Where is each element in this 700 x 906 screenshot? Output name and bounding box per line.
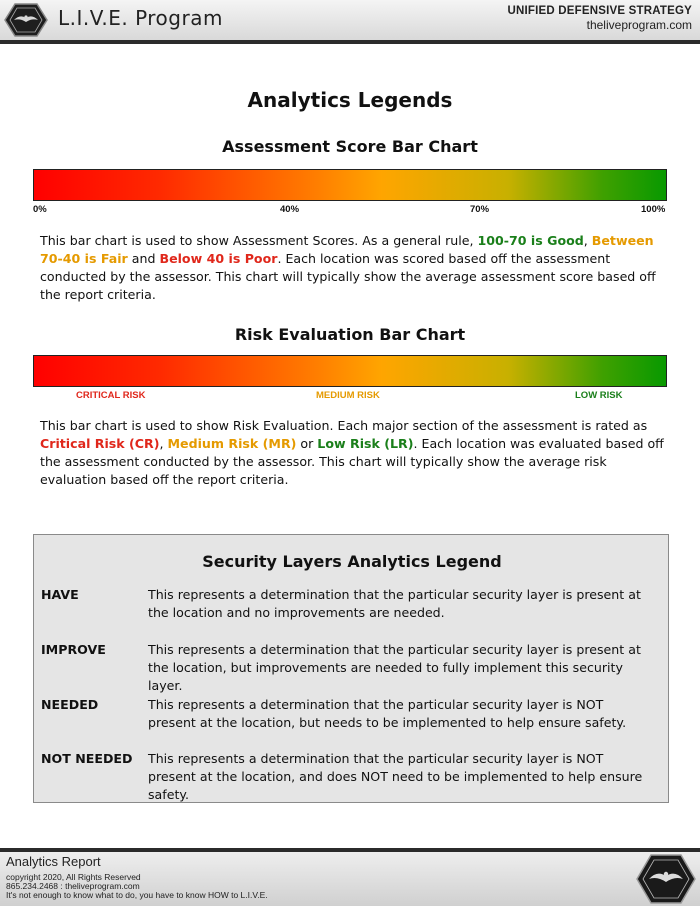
separator: or [296,436,318,451]
risk-section-title: Risk Evaluation Bar Chart [234,325,466,344]
legend-desc-improve: This represents a determination that the particular security layer is present at the location, but improvements are needed to fully implement this security layer. [148,642,641,693]
page-footer [0,852,700,906]
eagle-emblem-icon [4,3,48,37]
tick-label: 100% [641,204,666,215]
separator: , [159,436,168,451]
contact-text: 865.234.2468 : theliveprogram.com [6,881,140,891]
legend-desc-not-needed: This represents a determination that the particular security layer is NOT present at the location, and does NOT need to be implemented to help ensure safety. [148,751,643,802]
header-divider [0,40,700,44]
legend-desc-have: This represents a determination that the particular security layer is present at the location and no improvements are needed. [148,587,641,620]
fair-range-label: Between 70-40 is Fair [40,233,654,266]
page-title: Analytics Legends [247,88,453,112]
risk-evaluation-bar [33,355,667,387]
poor-range-label: Below 40 is Poor [159,251,278,266]
strategy-label: UNIFIED DEFENSIVE STRATEGY [507,5,692,17]
footer-title: Analytics Report [6,854,101,869]
low-risk-label: LOW RISK [575,390,623,401]
assessment-text-1: This bar chart is used to show Assessment Scores. As a general rule, [40,233,478,248]
medium-risk-label: MEDIUM RISK [316,390,380,401]
tick-label: 40% [280,204,300,215]
critical-risk-label: CRITICAL RISK [76,390,146,401]
separator: , [583,233,592,248]
separator: and [127,251,160,266]
app-title: L.I.V.E. Program [58,6,223,30]
critical-risk-text: Critical Risk (CR) [40,436,160,451]
risk-description [40,417,665,489]
security-layers-legend [33,534,669,803]
legend-term-not-needed: NOT NEEDED [41,751,133,766]
risk-text-2: . Each location was evaluated based off the assessment conducted by the assessor. This chart will typically show the average risk evaluation based off the report criteria. [40,436,664,487]
copyright-text: copyright 2020, All Rights Reserved [6,872,141,882]
assessment-score-bar [33,169,667,201]
eagle-emblem-icon [636,854,696,904]
header-branding [507,5,692,32]
assessment-section-title: Assessment Score Bar Chart [222,137,478,156]
assessment-description [40,232,665,304]
low-risk-text: Low Risk (LR) [317,436,414,451]
legend-desc-needed: This represents a determination that the particular security layer is NOT present at the location, but needs to be implemented to help ensure safety. [148,697,627,730]
legend-term-improve: IMPROVE [41,642,106,657]
good-range-label: 100-70 is Good [477,233,584,248]
tick-label: 0% [33,204,47,215]
medium-risk-text: Medium Risk (MR) [167,436,297,451]
page-header [0,0,700,40]
risk-text-1: This bar chart is used to show Risk Evaluation. Each major section of the assessment is rated as [40,418,648,433]
legend-term-needed: NEEDED [41,697,99,712]
tick-label: 70% [470,204,490,215]
legend-term-have: HAVE [41,587,79,602]
website-label: theliveprogram.com [586,18,692,32]
legend-title: Security Layers Analytics Legend [202,552,502,571]
assessment-text-2: . Each location was scored based off the assessment conducted by the assessor. This chart will typically show the average assessment score based off the report criteria. [40,251,656,302]
tagline-text: It's not enough to know what to do, you have to know HOW to L.I.V.E. [6,890,268,900]
